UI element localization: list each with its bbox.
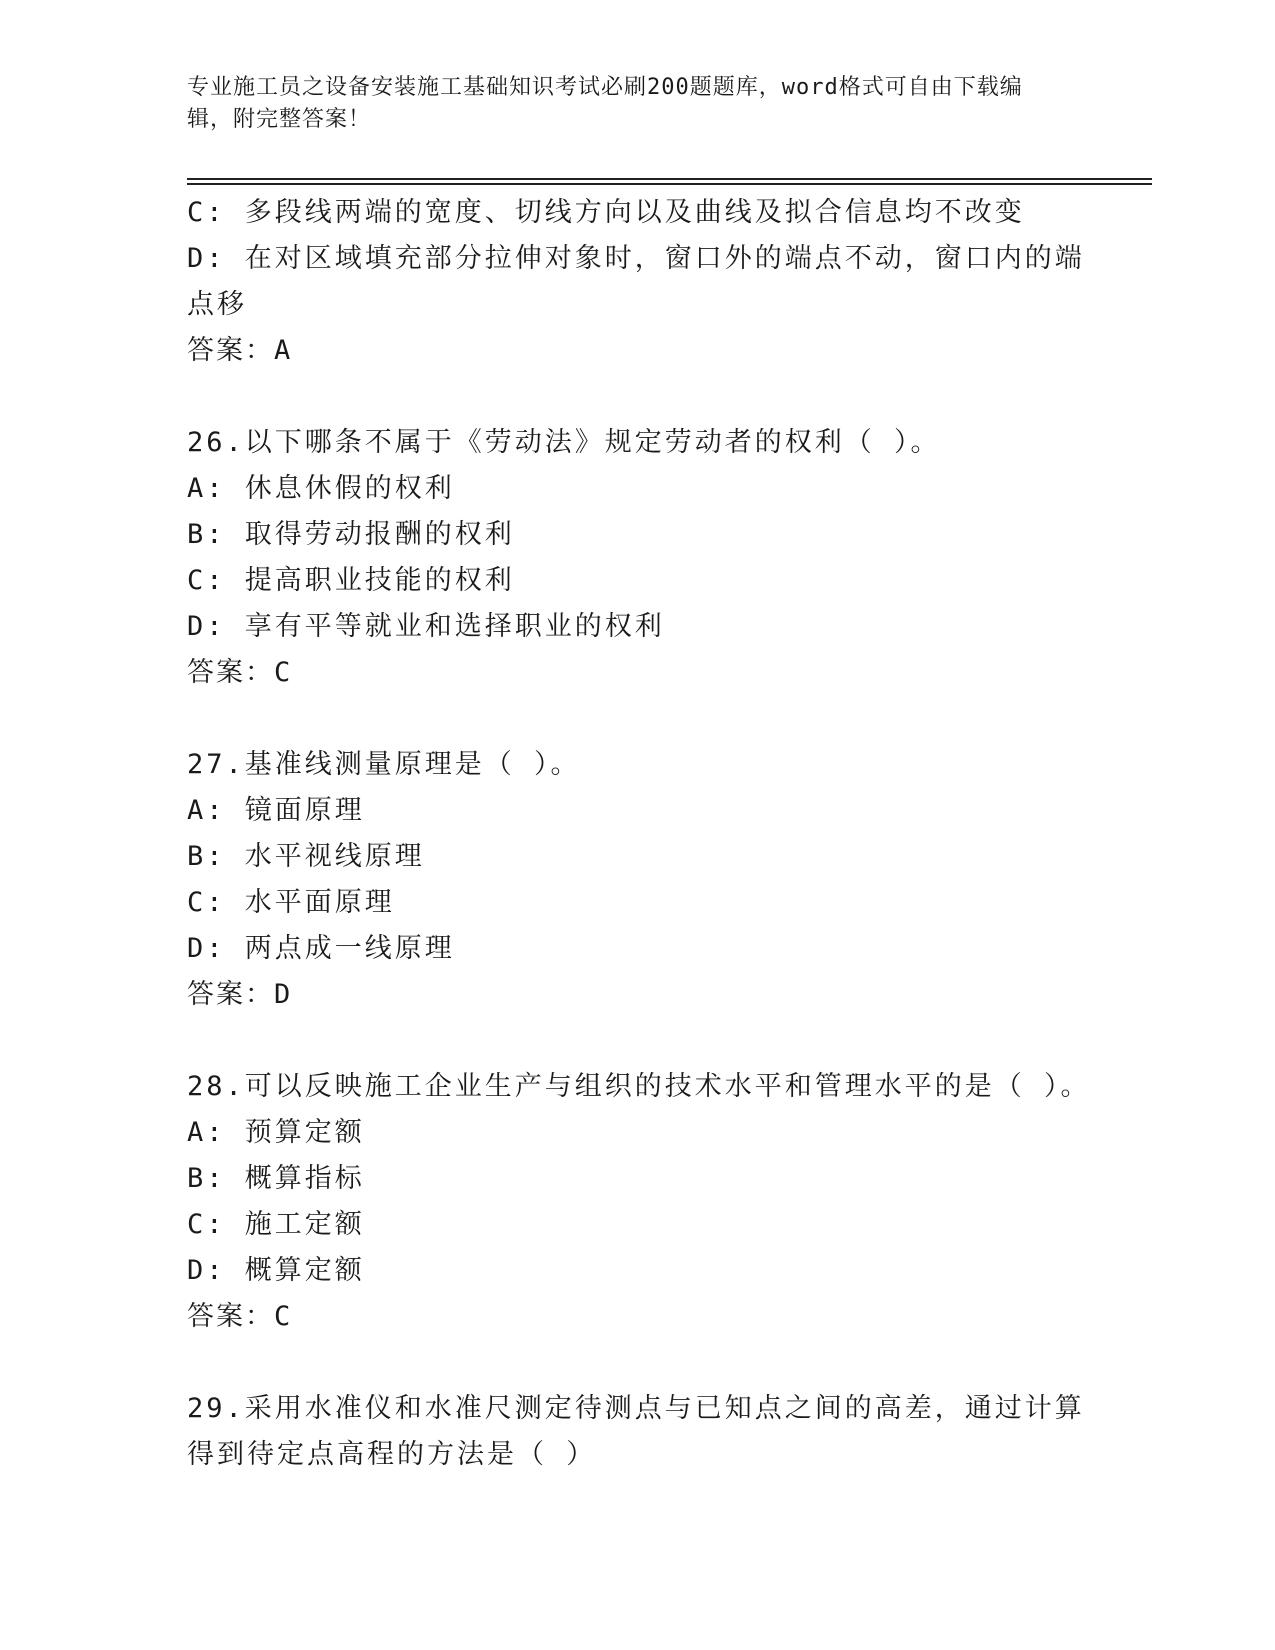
option-b: B: 水平视线原理 <box>187 841 425 872</box>
option-d: D: 两点成一线原理 <box>187 933 455 964</box>
option-a: A: 镜面原理 <box>187 795 365 826</box>
question-stem: 27.基准线测量原理是（ ）。 <box>187 749 581 780</box>
question-28 <box>187 1064 1091 1340</box>
question-27 <box>187 742 1087 1018</box>
option-c: C: 施工定额 <box>187 1209 365 1240</box>
option-d: D: 享有平等就业和选择职业的权利 <box>187 611 665 642</box>
question-stem: 26.以下哪条不属于《劳动法》规定劳动者的权利（ ）。 <box>187 427 941 458</box>
answer-label: 答案： <box>187 979 274 1010</box>
answer-line <box>187 328 1087 374</box>
question-stem: 28.可以反映施工企业生产与组织的技术水平和管理水平的是（ ）。 <box>187 1071 1091 1102</box>
answer-value: C <box>274 657 293 688</box>
option-b: B: 取得劳动报酬的权利 <box>187 519 515 550</box>
option-b: B: 概算指标 <box>187 1163 365 1194</box>
header-divider-top <box>187 178 1152 180</box>
answer-label: 答案： <box>187 1301 274 1332</box>
option-c: C: 多段线两端的宽度、切线方向以及曲线及拟合信息均不改变 <box>187 197 1025 228</box>
answer-value: A <box>274 335 293 366</box>
option-c: C: 提高职业技能的权利 <box>187 565 515 596</box>
previous-question-tail <box>187 190 1087 374</box>
option-d: D: 在对区域填充部分拉伸对象时，窗口外的端点不动，窗口内的端点移 <box>187 243 1085 320</box>
option-c: C: 水平面原理 <box>187 887 395 918</box>
option-a: A: 休息休假的权利 <box>187 473 455 504</box>
answer-line <box>187 650 1087 696</box>
option-a: A: 预算定额 <box>187 1117 365 1148</box>
document-header: 专业施工员之设备安装施工基础知识考试必刷200题题库，word格式可自由下载编辑，附完整答案！ <box>187 75 1023 132</box>
answer-line <box>187 1294 1087 1340</box>
option-d: D: 概算定额 <box>187 1255 365 1286</box>
question-content <box>187 190 1091 1478</box>
answer-value: C <box>274 1301 293 1332</box>
answer-label: 答案： <box>187 657 274 688</box>
answer-label: 答案： <box>187 335 274 366</box>
header-divider-bottom <box>187 183 1152 185</box>
answer-line <box>187 972 1087 1018</box>
question-stem: 29.采用水准仪和水准尺测定待测点与已知点之间的高差，通过计算得到待定点高程的方法是（ ） <box>187 1393 1085 1470</box>
question-26 <box>187 420 1087 696</box>
answer-value: D <box>274 979 293 1010</box>
question-29 <box>187 1386 1087 1478</box>
